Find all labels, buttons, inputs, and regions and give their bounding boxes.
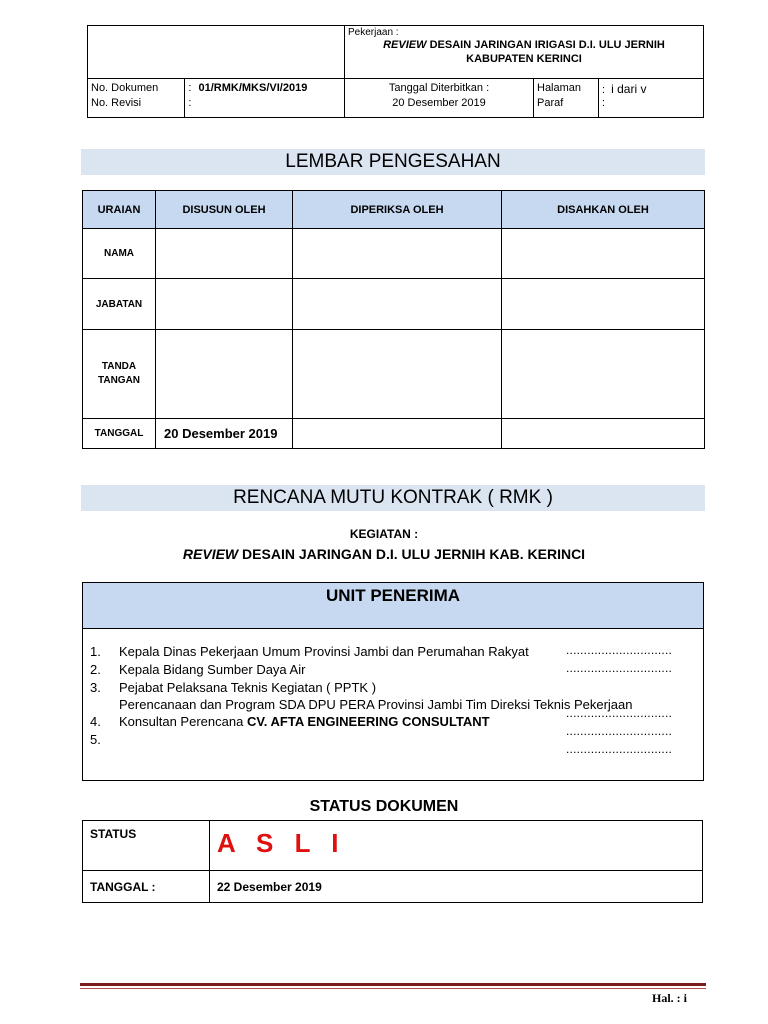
item-1-text: Kepala Dinas Pekerjaan Umum Provinsi Jambi dan Perumahan Rakyat [119,644,529,659]
row-nama-label: NAMA [83,229,156,279]
project-title-rest: DESAIN JARINGAN IRIGASI D.I. ULU JERNIH [429,39,665,51]
colon: : [602,84,606,96]
colon: : [188,82,192,94]
tanggal-terbit-label: Tanggal Diterbitkan : [388,82,490,94]
item-1-num: 1. [90,644,101,659]
paraf-value: : [602,97,606,109]
tanggal-disahkan-cell[interactable] [502,419,705,449]
item-3-num: 3. [90,680,101,695]
unit-penerima-box [82,582,704,781]
item-4-text [119,714,490,729]
status-tanggal-value: 22 Desember 2019 [210,871,703,903]
project-title [348,39,700,51]
status-label: STATUS [83,821,210,871]
no-revisi-label: No. Revisi [91,97,142,109]
doc-labels [88,79,185,118]
nama-diperiksa-cell[interactable] [293,229,502,279]
dots-3: .............................. [566,706,673,720]
jabatan-disusun-cell[interactable] [156,279,293,330]
page-number: Hal. : i [652,991,687,1005]
project-title-line2: KABUPATEN KERINCI [466,53,582,65]
item-2-text: Kepala Bidang Sumber Daya Air [119,662,306,677]
paraf-label: Paraf [537,97,564,109]
pekerjaan-cell [345,26,704,79]
tanggal-diperiksa-cell[interactable] [293,419,502,449]
pengesahan-title: LEMBAR PENGESAHAN [81,149,705,175]
tanggal-terbit-value: 20 Desember 2019 [392,97,486,109]
no-dokumen-value: 01/RMK/MKS/VI/2019 [198,82,308,94]
dots-5: .............................. [566,742,673,756]
row-tanggal-label: TANGGAL [83,419,156,449]
no-dokumen-row [188,82,341,94]
col-uraian: URAIAN [83,191,156,229]
ttd-disusun-cell[interactable] [156,330,293,419]
status-value-cell [210,821,703,871]
jabatan-diperiksa-cell[interactable] [293,279,502,330]
nama-disusun-cell[interactable] [156,229,293,279]
project-title-italic: REVIEW [383,39,427,51]
col-disusun: DISUSUN OLEH [156,191,293,229]
kegiatan-label: KEGIATAN : [349,527,419,541]
kegiatan-italic: REVIEW [182,546,239,562]
status-dokumen-title: STATUS DOKUMEN [309,798,459,815]
tanggal-disusun-value: 20 Desember 2019 [156,419,293,449]
no-revisi-value: : [188,97,192,109]
status-value: A S L I [217,828,346,858]
status-tanggal-label: TANGGAL : [83,871,210,903]
status-table [82,820,703,903]
col-disahkan: DISAHKAN OLEH [502,191,705,229]
item-5-num: 5. [90,732,101,747]
halaman-labels [534,79,599,118]
doc-values [185,79,345,118]
ttd-diperiksa-cell[interactable] [293,330,502,419]
item-2-num: 2. [90,662,101,677]
item-4-company: CV. AFTA ENGINEERING CONSULTANT [246,714,490,729]
rmk-title: RENCANA MUTU KONTRAK ( RMK ) [81,485,705,511]
pekerjaan-label: Pekerjaan : [348,27,399,38]
kegiatan-rest: DESAIN JARINGAN D.I. ULU JERNIH KAB. KERINCI [242,546,586,562]
item-4-label: Konsultan Perencana [119,714,244,729]
nama-disahkan-cell[interactable] [502,229,705,279]
col-diperiksa: DIPERIKSA OLEH [293,191,502,229]
jabatan-disahkan-cell[interactable] [502,279,705,330]
approval-table [82,190,705,449]
footer-rule [80,983,706,986]
halaman-values [599,79,704,118]
document-header-table [87,25,704,118]
tanggal-terbit-cell [345,79,534,118]
item-4-num: 4. [90,714,101,729]
row-jabatan-label: JABATAN [83,279,156,330]
halaman-value: i dari v [611,82,647,96]
dots-4: .............................. [566,724,673,738]
halaman-row [602,82,700,96]
dots-2: .............................. [566,661,673,675]
kegiatan-title [0,546,768,562]
row-tanda-tangan-label: TANDA TANGAN [83,330,156,419]
halaman-label: Halaman [537,82,582,94]
item-3-text: Pejabat Pelaksana Teknis Kegiatan ( PPTK ) [119,680,377,695]
dots-1: .............................. [566,643,673,657]
logo-cell [88,26,345,79]
item-3-text-cont: Perencanaan dan Program SDA DPU PERA Provinsi Jambi Tim Direksi Teknis Pekerjaan [119,697,633,712]
no-dokumen-label: No. Dokumen [91,82,159,94]
unit-penerima-title: UNIT PENERIMA [83,583,703,629]
ttd-disahkan-cell[interactable] [502,330,705,419]
footer-rule-thin [80,988,706,989]
